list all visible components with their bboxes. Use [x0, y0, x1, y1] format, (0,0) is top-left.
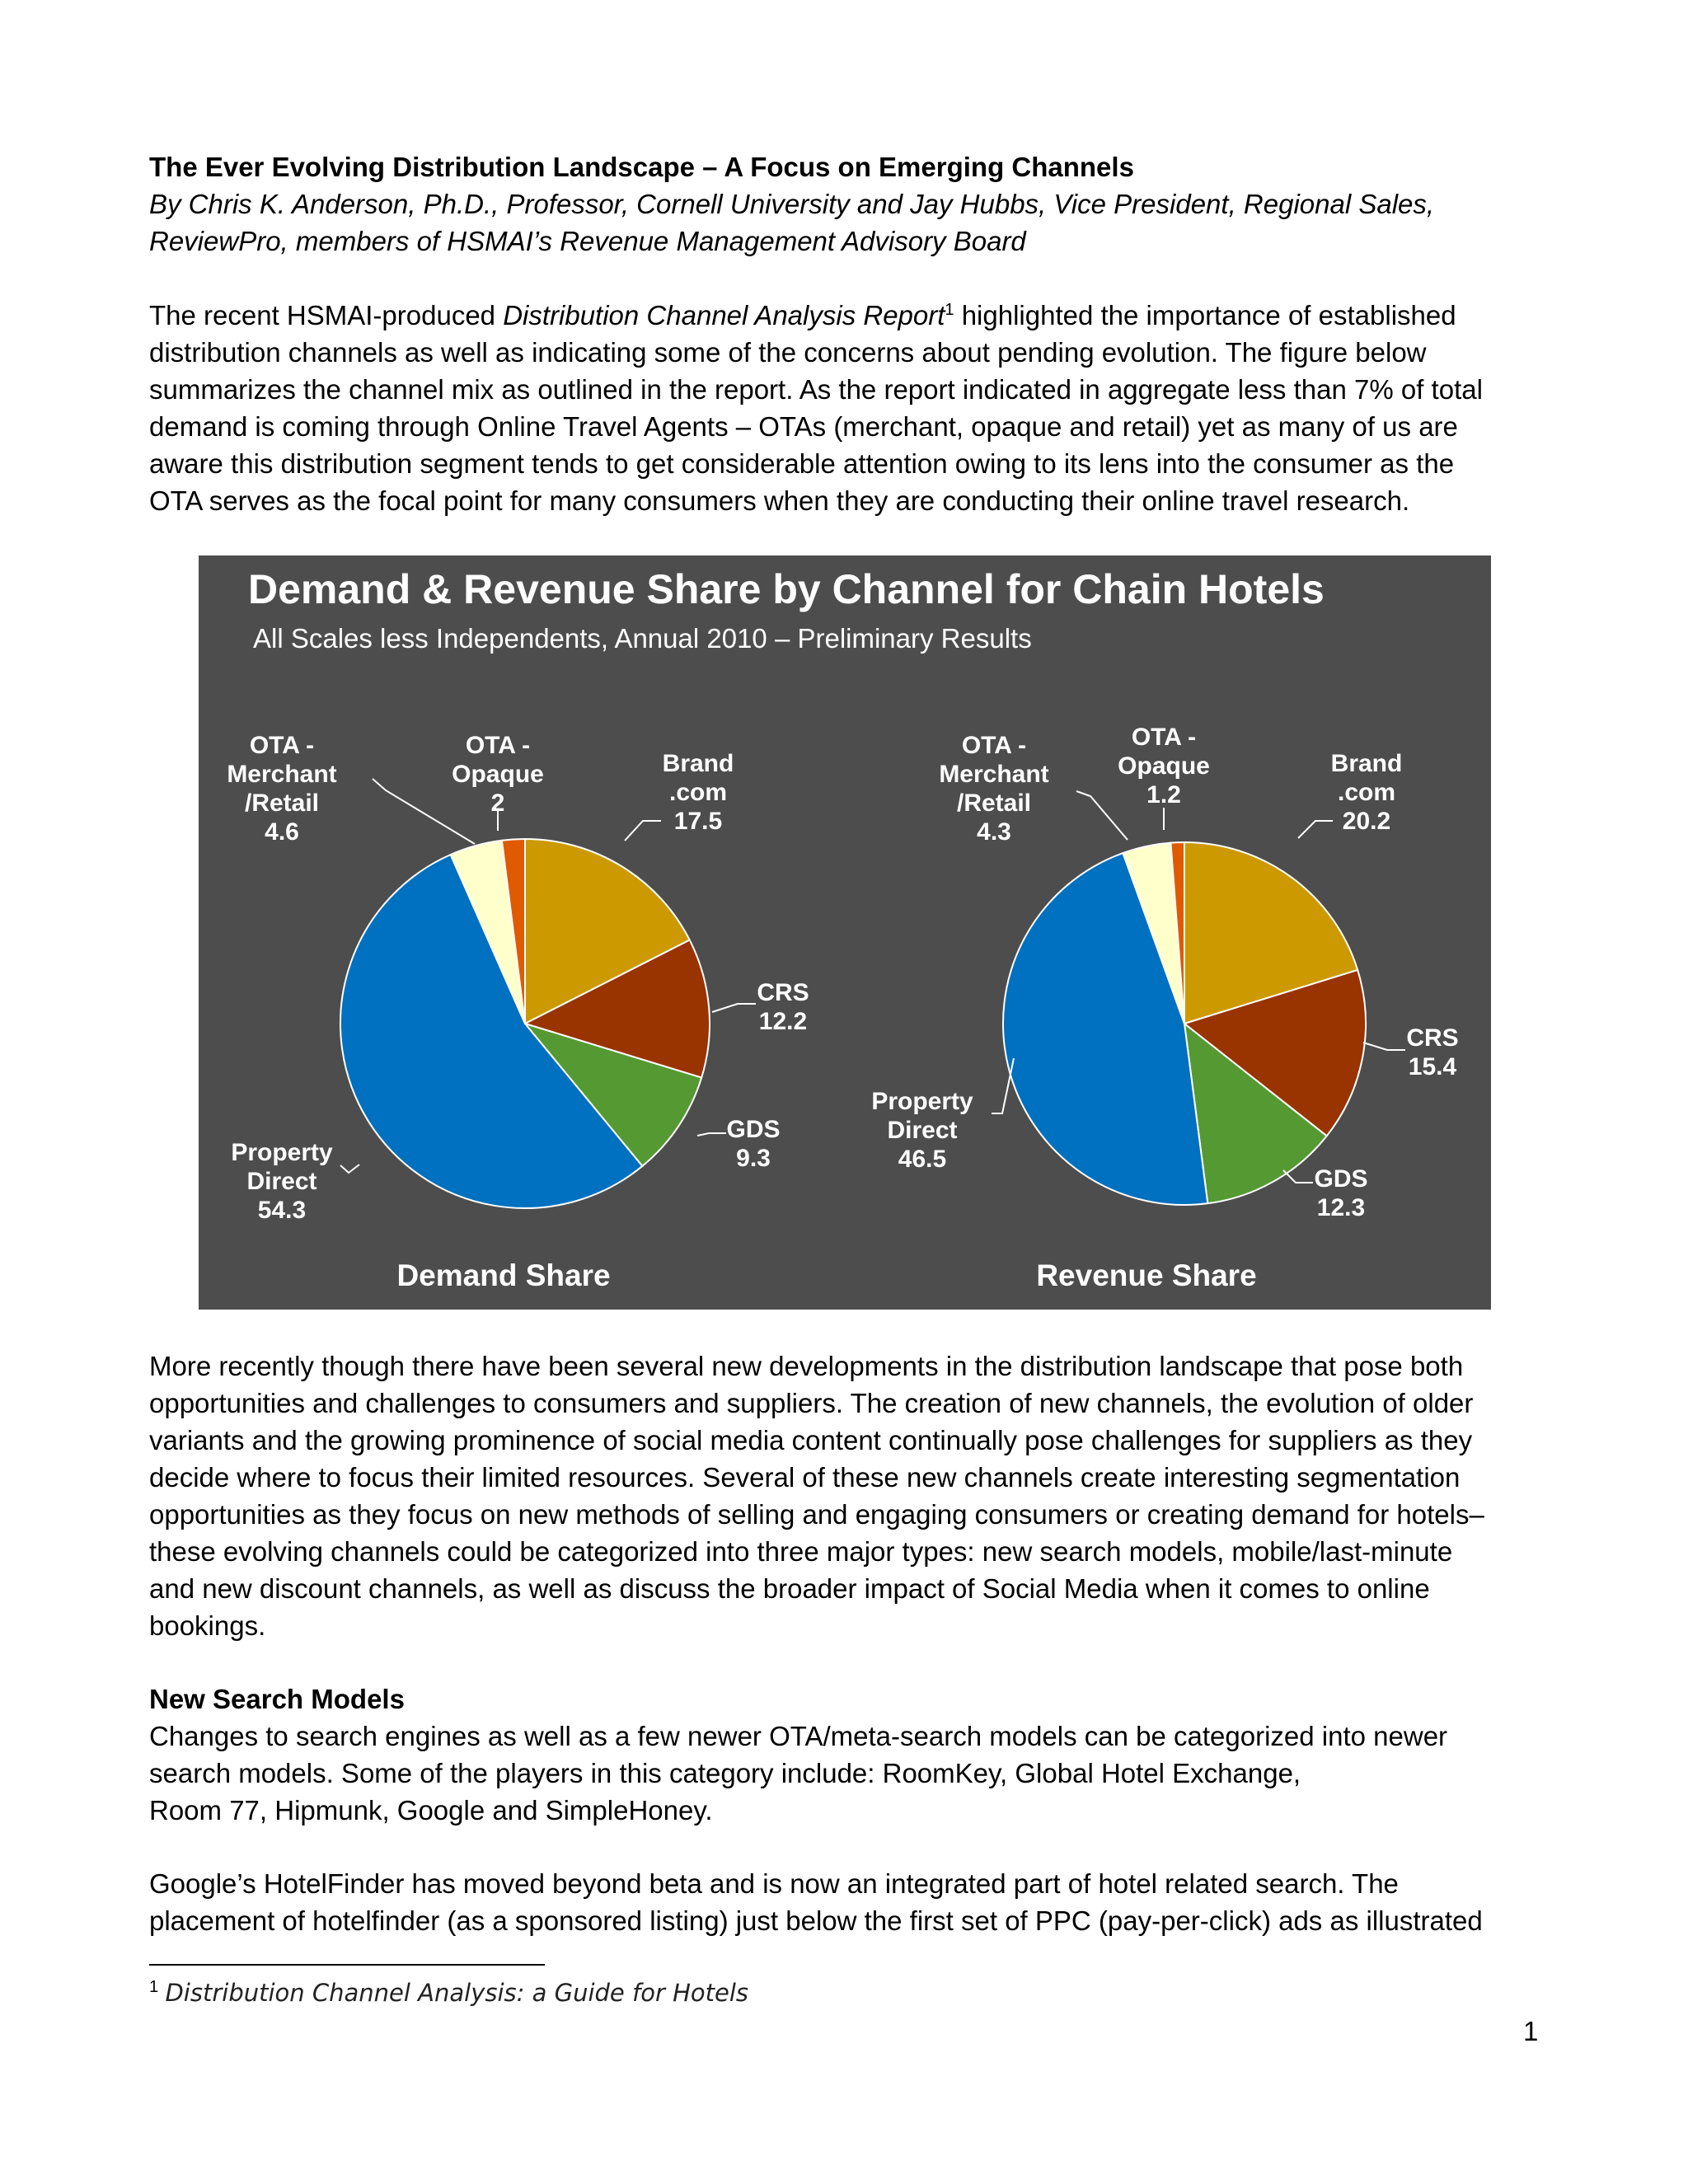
pie-title: Revenue Share	[1036, 1258, 1257, 1292]
byline	[149, 185, 1542, 260]
footnote-divider	[149, 1964, 545, 1966]
slice-label: Property Direct 54.3	[231, 1139, 333, 1224]
channel-share-figure	[199, 555, 1491, 1310]
slice-label: Brand .com 20.2	[1330, 750, 1403, 835]
article-title: The Ever Evolving Distribution Landscape – A Focus on Emerging Channels	[149, 152, 1134, 182]
slice-label: Property Direct 46.5	[871, 1088, 973, 1173]
paragraph-line: demand is coming through Online Travel Agents – OTAs (merchant, opaque and retail) yet as many of us are	[149, 411, 1458, 442]
footnote-marker: 1	[149, 1978, 159, 1996]
slice-label: OTA -Merchant /Retail 4.6	[227, 732, 337, 846]
body-paragraph	[149, 1347, 1542, 1644]
chart-title: Demand & Revenue Share by Channel for Chain Hotels	[248, 566, 1325, 612]
footnote-ref[interactable]: 1	[945, 301, 954, 319]
paragraph-line: variants and the growing prominence of social media content continually pose challenges for suppliers as they	[149, 1425, 1473, 1455]
pie-title: Demand Share	[396, 1258, 611, 1292]
intro-paragraph	[149, 297, 1542, 519]
section-heading: New Search Models	[149, 1684, 405, 1714]
slice-label: Brand .com 17.5	[662, 750, 734, 835]
leader-line	[625, 821, 661, 841]
slice-label: OTA -Opaque 2	[452, 732, 544, 817]
footnote	[149, 1976, 748, 2010]
paragraph-line: aware this distribution segment tends to get considerable attention owing to its lens into the consumer as the	[149, 448, 1455, 479]
leader-line	[373, 779, 475, 844]
slice-label: CRS 12.2	[757, 979, 809, 1035]
paragraph-line: search models. Some of the players in this category include: RoomKey, Global Hotel Exchange,	[149, 1758, 1301, 1788]
slice-label: CRS 15.4	[1406, 1024, 1459, 1080]
byline-line: ReviewPro, members of HSMAI’s Revenue Management Advisory Board	[149, 226, 1026, 256]
leader-line	[1076, 791, 1128, 840]
paragraph-line: bookings.	[149, 1610, 266, 1641]
report-title: Distribution Channel Analysis Report	[503, 300, 945, 330]
leader-line	[1363, 1043, 1405, 1050]
paragraph-line: summarizes the channel mix as outlined in the report. As the report indicated in aggregate less than 7% of total	[149, 374, 1483, 405]
paragraph-line: Room 77, Hipmunk, Google and SimpleHoney.	[149, 1795, 713, 1825]
paragraph-line: Changes to search engines as well as a few newer OTA/meta-search models can be categorized into newer	[149, 1721, 1448, 1751]
slice-label: GDS 9.3	[726, 1116, 781, 1172]
paragraph-line: More recently though there have been several new developments in the distribution landscape that pose both	[149, 1351, 1464, 1381]
page-number: 1	[1523, 2016, 1539, 2046]
leader-line	[1298, 821, 1333, 838]
body-paragraph	[149, 1865, 1542, 1939]
leader-line	[712, 1004, 756, 1012]
paragraph-line: Google’s HotelFinder has moved beyond beta and is now an integrated part of hotel related search. The	[149, 1868, 1399, 1899]
chart-subtitle: All Scales less Independents, Annual 2010 – Preliminary Results	[253, 623, 1032, 654]
paragraph-line: these evolving channels could be categorized into three major types: new search models, mobile/last-minute	[149, 1536, 1453, 1567]
intro-text: highlighted the importance of established	[954, 300, 1456, 330]
leader-line	[697, 1133, 726, 1136]
paragraph-line: OTA serves as the focal point for many consumers when they are conducting their online travel research.	[149, 485, 1410, 516]
slice-label: OTA -Opaque 1.2	[1118, 724, 1210, 808]
pie-charts	[199, 555, 1491, 1310]
intro-text: The recent HSMAI-produced	[149, 300, 504, 330]
intro-first-line	[149, 297, 1542, 334]
paragraph-line: and new discount channels, as well as discuss the broader impact of Social Media when it comes to online	[149, 1573, 1430, 1604]
leader-line	[340, 1165, 359, 1173]
paragraph-line: decide where to focus their limited resources. Several of these new channels create interesting segmentation	[149, 1462, 1461, 1493]
slice-label: OTA -Merchant /Retail 4.3	[939, 732, 1049, 846]
slice-label: GDS 12.3	[1314, 1165, 1368, 1221]
paragraph-line: placement of hotelfinder (as a sponsored listing) just below the first set of PPC (pay-per-click) ads as illustrated	[149, 1905, 1483, 1936]
footnote-text: Distribution Channel Analysis: a Guide for Hotels	[165, 1979, 749, 2007]
paragraph-line: opportunities and challenges to consumers and suppliers. The creation of new channels, the evolution of older	[149, 1388, 1474, 1418]
paragraph-line: opportunities as they focus on new methods of selling and engaging consumers or creating demand for hotels–	[149, 1499, 1484, 1530]
byline-line: By Chris K. Anderson, Ph.D., Professor, Cornell University and Jay Hubbs, Vice President, Regional Sales,	[149, 189, 1435, 219]
paragraph-line: distribution channels as well as indicating some of the concerns about pending evolution. The figure below	[149, 337, 1427, 368]
section-paragraph	[149, 1718, 1542, 1829]
